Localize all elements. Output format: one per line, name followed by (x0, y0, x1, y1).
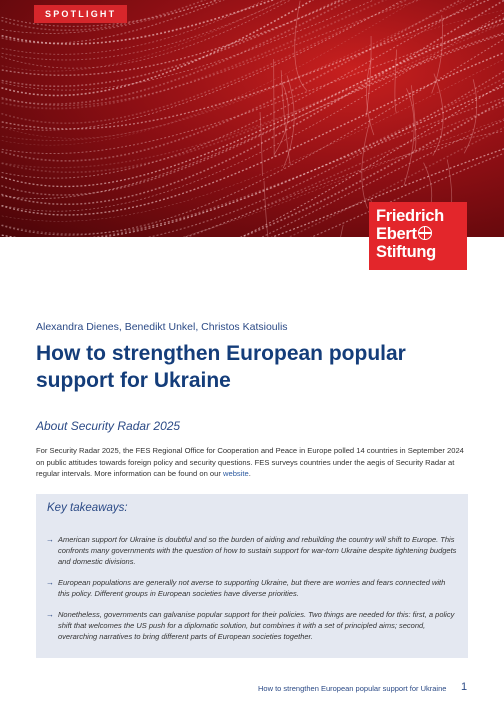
about-heading: About Security Radar 2025 (36, 419, 181, 433)
document-title: How to strengthen European popular support for Ukraine (36, 342, 406, 392)
logo-line-1: Friedrich (376, 207, 444, 225)
website-link[interactable]: website (223, 469, 249, 478)
fes-logo (369, 202, 467, 270)
logo-line-3: Stiftung (376, 243, 436, 261)
key-takeaways-box (36, 494, 468, 658)
arrow-right-icon: → (46, 535, 54, 544)
page-number: 1 (461, 681, 468, 693)
logo-line-2: Ebert (376, 225, 417, 243)
list-item: → Nonetheless, governments can galvanise popular support for their policies. Two things are needed for this: first, a policy shift that welcomes the US push for a diplomatic solution, but combines it with a set of principled aims; second, overarching narratives to bring different parts of European societies together. (46, 610, 455, 641)
fes-emblem-icon (418, 226, 432, 240)
list-item: → European populations are generally not averse to supporting Ukraine, but there are worries and fears connected with this policy. Different groups in European societies have diverse priorities. (46, 578, 446, 598)
key-takeaways-heading: Key takeaways: (47, 502, 128, 514)
arrow-right-icon: → (46, 610, 54, 619)
takeaways-list (46, 534, 458, 652)
arrow-right-icon: → (46, 578, 54, 587)
about-text: For Security Radar 2025, the FES Regional Office for Cooperation and Peace in Europe polled 14 countries in September 2024 on public attitudes towards foreign policy and security questions. FES surveys countries under the aegis of Security Radar at regular intervals. More information can be found on our website. (36, 446, 464, 478)
spotlight-badge: SPOTLIGHT (34, 5, 127, 23)
running-title: How to strengthen European popular support for Ukraine (258, 684, 447, 693)
list-item: → American support for Ukraine is doubtful and so the burden of aiding and rebuilding the country will shift to Europe. This confronts many governments with the question of how to sustain support for war-torn Ukraine despite tightening budgets and domestic divisions. (46, 535, 457, 566)
authors: Alexandra Dienes, Benedikt Unkel, Christos Katsioulis (36, 321, 288, 333)
